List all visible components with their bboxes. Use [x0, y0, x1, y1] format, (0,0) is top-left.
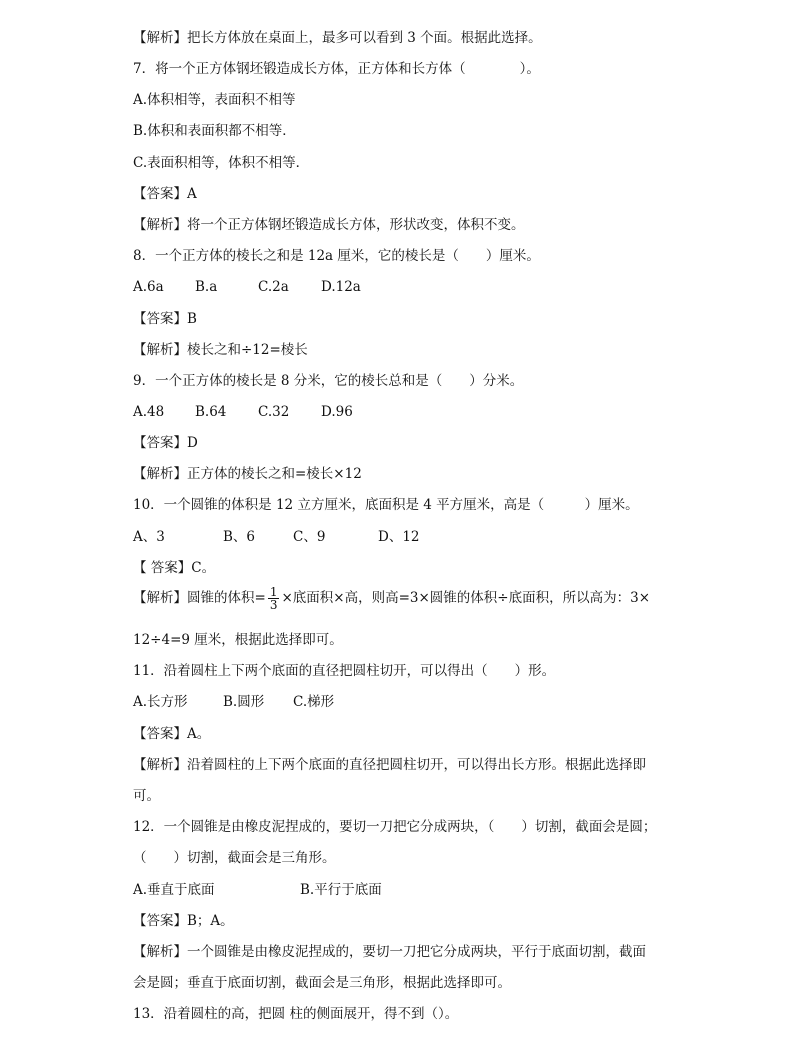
- explanation-7: 【解析】将一个正方体钢坯锻造成长方体，形状改变，体积不变。: [133, 217, 525, 233]
- option-11a: A.长方形: [133, 694, 188, 710]
- explanation-12: 【解析】一个圆锥是由橡皮泥捏成的，要切一刀把它分成两块，平行于底面切割，截面: [133, 944, 646, 960]
- question-7: 7．将一个正方体钢坯锻造成长方体，正方体和长方体（ ）。: [133, 61, 540, 77]
- option-7c: C.表面积相等，体积不相等．: [133, 155, 310, 171]
- options-12: [133, 881, 382, 899]
- answer-8: 【答案】B: [133, 311, 197, 327]
- option-8b: B.a: [195, 279, 218, 295]
- fraction-numerator: 1: [269, 585, 278, 599]
- explanation-q6: 【解析】把长方体放在桌面上，最多可以看到 3 个面。根据此选择。: [133, 30, 542, 46]
- option-10c: C、9: [293, 529, 326, 545]
- option-9b: B.64: [195, 404, 227, 420]
- explanation-12-cont: 会是圆；垂直于底面切割，截面会是三角形，根据此选择即可。: [133, 975, 511, 991]
- option-12a: A.垂直于底面: [133, 882, 215, 898]
- option-7a: A.体积相等，表面积不相等: [133, 92, 296, 108]
- answer-7: 【答案】A: [133, 186, 197, 202]
- explanation-10: [133, 586, 650, 611]
- option-10d: D、12: [378, 529, 420, 545]
- explanation-11-cont: 可。: [133, 788, 160, 804]
- question-12-cont: （ ）切割，截面会是三角形。: [133, 850, 336, 866]
- explanation-11: 【解析】沿着圆柱的上下两个底面的直径把圆柱切开，可以得出长方形。根据此选择即: [133, 757, 646, 773]
- option-11c: C.梯形: [293, 694, 335, 710]
- fraction-denominator: 3: [269, 598, 278, 612]
- question-11: 11．沿着圆柱上下两个底面的直径把圆柱切开，可以得出（ ）形。: [133, 663, 556, 679]
- option-8c: C.2a: [258, 279, 289, 295]
- answer-11: 【答案】A。: [133, 726, 211, 742]
- option-10b: B、6: [223, 529, 256, 545]
- question-13: 13．沿着圆柱的高，把圆 柱的侧面展开，得不到（）。: [133, 1006, 459, 1022]
- option-9c: C.32: [258, 404, 290, 420]
- options-9: [133, 403, 353, 421]
- option-8d: D.12a: [321, 279, 361, 295]
- options-8: [133, 278, 361, 296]
- options-10: [133, 528, 420, 546]
- answer-10: 【 答案】C。: [133, 560, 216, 576]
- explanation-8: 【解析】棱长之和÷12=棱长: [133, 342, 308, 358]
- explanation-9: 【解析】正方体的棱长之和=棱长×12: [133, 466, 362, 482]
- question-12: 12．一个圆锥是由橡皮泥捏成的，要切一刀把它分成两块，（ ）切割，截面会是圆；: [133, 819, 657, 835]
- explanation-10-cont: 12÷4=9 厘米，根据此选择即可。: [133, 632, 343, 648]
- fraction-one-third: [268, 586, 280, 611]
- option-9a: A.48: [133, 404, 165, 420]
- question-10: 10．一个圆锥的体积是 12 立方厘米，底面积是 4 平方厘米，高是（ ）厘米。: [133, 497, 639, 513]
- answer-9: 【答案】D: [133, 435, 198, 451]
- option-8a: A.6a: [133, 279, 164, 295]
- option-9d: D.96: [321, 404, 353, 420]
- answer-12: 【答案】B；A。: [133, 913, 234, 929]
- option-10a: A、3: [133, 529, 165, 545]
- question-8: 8．一个正方体的棱长之和是 12a 厘米，它的棱长是（ ）厘米。: [133, 248, 540, 264]
- option-12b: B.平行于底面: [300, 882, 382, 898]
- option-11b: B.圆形: [223, 694, 265, 710]
- options-11: [133, 693, 334, 711]
- explanation-10-suffix: ×底面积×高，则高=3×圆锥的体积÷底面积，所以高为：3×: [281, 590, 650, 606]
- question-9: 9．一个正方体的棱长是 8 分米，它的棱长总和是（ ）分米。: [133, 373, 524, 389]
- option-7b: B.体积和表面积都不相等．: [133, 123, 296, 139]
- explanation-10-prefix: 【解析】圆锥的体积=: [133, 590, 266, 606]
